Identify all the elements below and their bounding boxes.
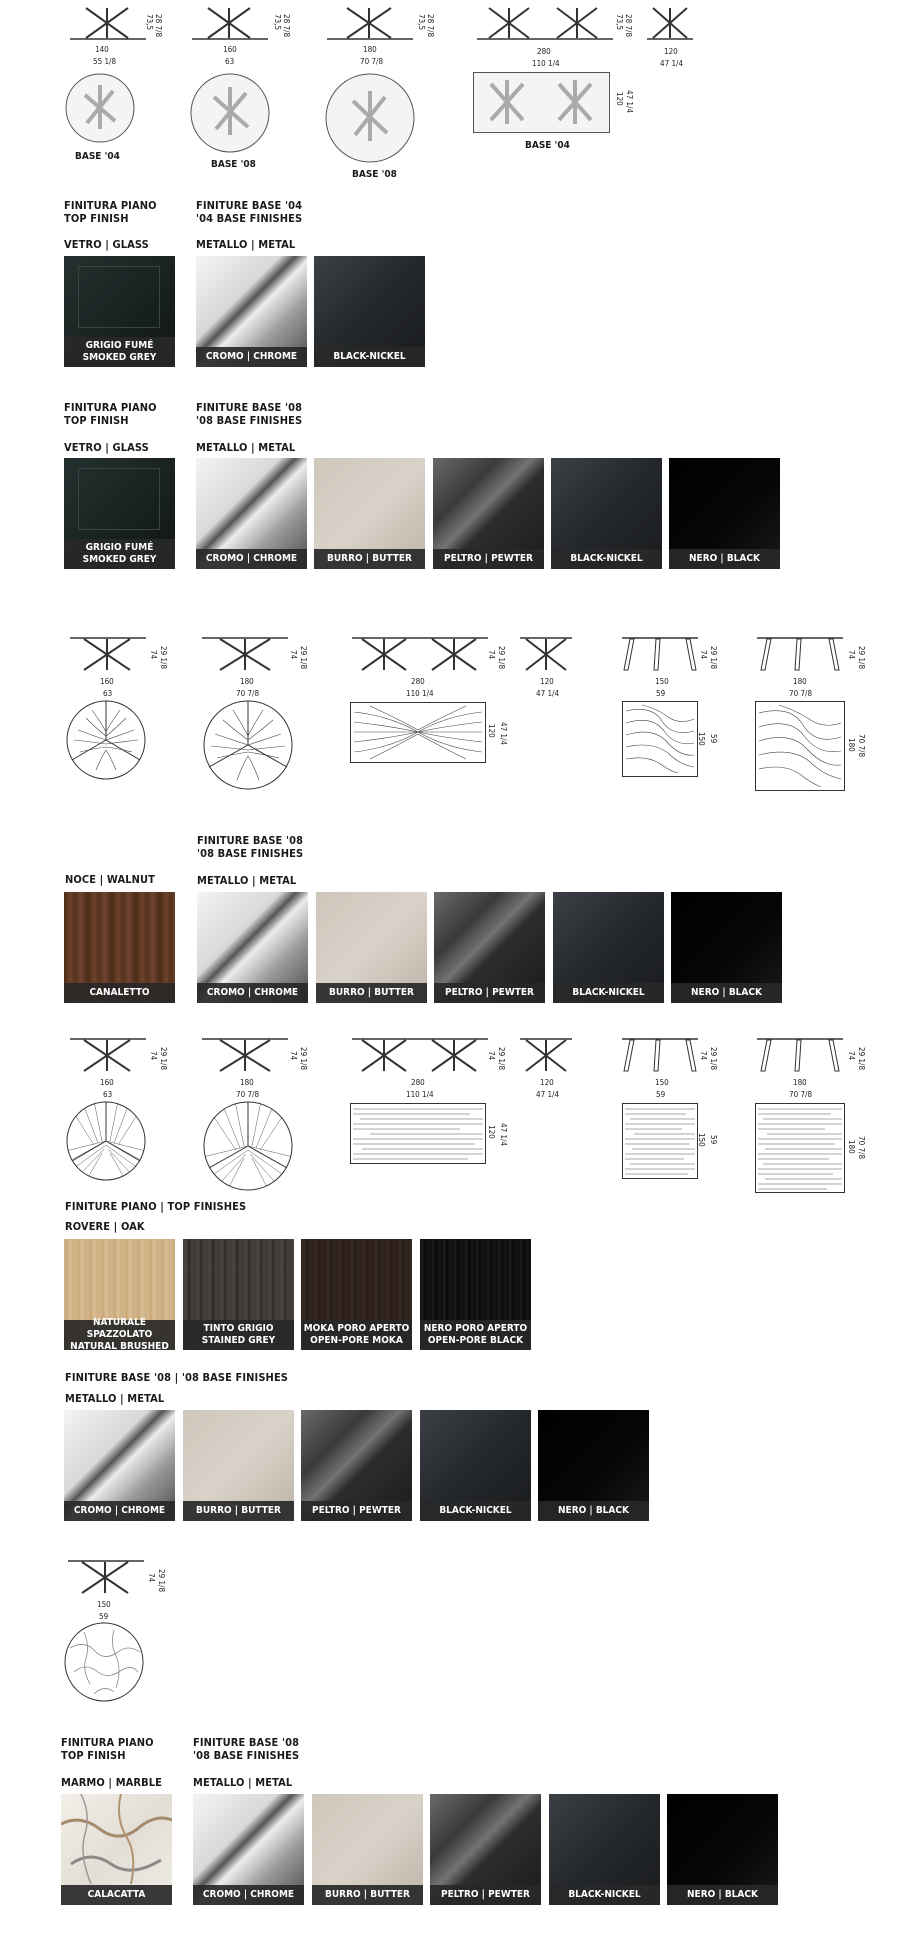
marble-top-title-it: FINITURA PIANO: [61, 1736, 154, 1749]
swatch-butter[interactable]: [312, 1794, 423, 1905]
dim-150-m: 150: [97, 1600, 111, 1609]
dim-47-wv: 47 1/4: [499, 722, 508, 746]
swatch-smoked-grey[interactable]: [64, 256, 175, 367]
dim-29-o4: 29 1/8: [709, 1047, 718, 1071]
swatch-label: CANALETTO: [64, 983, 175, 1003]
dim-70-w: 70 7/8: [236, 689, 260, 698]
dim-74-w2: 74: [289, 650, 298, 660]
swatch-black-nickel[interactable]: [551, 458, 662, 569]
swatch-label: PELTRO | PEWTER: [434, 983, 545, 1003]
dim-70-wv: 70 7/8: [857, 734, 866, 758]
dim-59-ov: 59: [709, 1135, 718, 1145]
dim-47: 47 1/4: [660, 59, 684, 68]
swatch-pewter[interactable]: [434, 892, 545, 1003]
dim-47-o: 47 1/4: [536, 1090, 560, 1099]
swatch-label: BURRO | BUTTER: [312, 1885, 423, 1905]
dim-140: 140: [95, 45, 109, 54]
dim-47-ov: 47 1/4: [499, 1123, 508, 1147]
swatch-black[interactable]: [671, 892, 782, 1003]
dim-150-ov: 150: [697, 1133, 706, 1147]
swatch-label: BLACK-NICKEL: [420, 1501, 531, 1521]
dim-160-w: 160: [100, 677, 114, 686]
dim-63-w: 63: [103, 689, 113, 698]
dim-29-o3: 29 1/8: [497, 1047, 506, 1071]
base-material-2: METALLO | METAL: [196, 441, 296, 454]
swatch-pewter[interactable]: [301, 1410, 412, 1521]
swatch-label: CROMO | CHROME: [193, 1885, 304, 1905]
dim-74-o3: 74: [487, 1051, 496, 1061]
swatch-chrome[interactable]: [193, 1794, 304, 1905]
swatch-label: NATURALE SPAZZOLATO NATURAL BRUSHED: [64, 1320, 175, 1350]
swatch-label: CROMO | CHROME: [196, 347, 307, 367]
swatch-chrome[interactable]: [196, 458, 307, 569]
dim-59-w: 59: [656, 689, 666, 698]
base-finish-title-it: FINITURE BASE '04: [196, 199, 303, 212]
top-finish-title-it: FINITURA PIANO: [64, 199, 157, 212]
swatch-butter[interactable]: [316, 892, 427, 1003]
swatch-pewter[interactable]: [433, 458, 544, 569]
dim-29-o5: 29 1/8: [857, 1047, 866, 1071]
top-material-2: VETRO | GLASS: [64, 441, 149, 454]
plan-square-walnut-180: [755, 701, 845, 791]
swatch-label: BLACK-NICKEL: [549, 1885, 660, 1905]
dim-59-o: 59: [656, 1090, 666, 1099]
elevation-180-o: [200, 1037, 290, 1073]
swatch-stained-grey[interactable]: [183, 1239, 294, 1350]
dim-29-o2: 29 1/8: [299, 1047, 308, 1071]
swatch-smoked-grey[interactable]: [64, 458, 175, 569]
dim-280-w: 280: [411, 677, 425, 686]
dim-28: 28 7/8: [154, 14, 163, 38]
marble-top-material: MARMO | MARBLE: [61, 1776, 163, 1789]
elevation-280-o: [350, 1037, 490, 1073]
oak-base-title: FINITURE BASE '08 | '08 BASE FINISHES: [65, 1371, 289, 1384]
dim-29-w4: 29 1/8: [709, 646, 718, 670]
dim-59-m: 59: [99, 1612, 109, 1621]
plan-round-walnut-160: [66, 700, 146, 780]
elevation-120-w: [518, 636, 574, 672]
elevation-180-w: [200, 636, 290, 672]
dim-74-o2: 74: [289, 1051, 298, 1061]
glass-reflection: [78, 468, 160, 530]
base08-caption-2: BASE '08: [352, 169, 397, 180]
dim-70: 70 7/8: [360, 57, 384, 66]
dim-28c: 28 7/8: [426, 14, 435, 38]
dim-120-v: 120: [615, 92, 624, 106]
dim-59-wv: 59: [709, 734, 718, 744]
plan-round-180: [325, 73, 415, 163]
dim-73-5: 73,5: [145, 14, 154, 31]
dim-70-o: 70 7/8: [236, 1090, 260, 1099]
elevation-160-o: [68, 1037, 148, 1073]
dim-120: 120: [664, 47, 678, 56]
dim-47-w: 47 1/4: [536, 689, 560, 698]
swatch-label: BURRO | BUTTER: [183, 1501, 294, 1521]
swatch-label: PELTRO | PEWTER: [433, 549, 544, 569]
marble-base-title-en: '08 BASE FINISHES: [193, 1749, 300, 1762]
elevation-160-w: [68, 636, 148, 672]
swatch-label: BURRO | BUTTER: [314, 549, 425, 569]
dim-28d: 28 7/8: [624, 14, 633, 38]
dim-28b: 28 7/8: [282, 14, 291, 38]
swatch-label: PELTRO | PEWTER: [430, 1885, 541, 1905]
dim-74-w3: 74: [487, 650, 496, 660]
swatch-open-pore-moka[interactable]: [301, 1239, 412, 1350]
swatch-black[interactable]: [669, 458, 780, 569]
base08-caption-1: BASE '08: [211, 159, 256, 170]
swatch-label: CROMO | CHROME: [64, 1501, 175, 1521]
dim-280-o: 280: [411, 1078, 425, 1087]
elevation-120-side: [645, 6, 695, 46]
dim-73-5c: 73,5: [417, 14, 426, 31]
dim-29-o1: 29 1/8: [159, 1047, 168, 1071]
base-finish-title-en-2: '08 BASE FINISHES: [196, 414, 303, 427]
walnut-base-material: METALLO | METAL: [197, 874, 297, 887]
dim-74-o1: 74: [149, 1051, 158, 1061]
dim-160: 160: [223, 45, 237, 54]
top-finish-title-en: TOP FINISH: [64, 212, 129, 225]
swatch-natural-brushed[interactable]: [64, 1239, 175, 1350]
swatch-label: NERO | BLACK: [538, 1501, 649, 1521]
oak-top-title: FINITURE PIANO | TOP FINISHES: [65, 1200, 247, 1213]
dim-120-wv: 120: [487, 724, 496, 738]
swatch-label: GRIGIO FUMÉ SMOKED GREY: [64, 539, 175, 569]
oak-base-material: METALLO | METAL: [65, 1392, 165, 1405]
swatch-label: NERO | BLACK: [667, 1885, 778, 1905]
elevation-150-trestle-o: [620, 1037, 700, 1073]
dim-180-ov: 180: [847, 1140, 856, 1154]
base04-caption-2: BASE '04: [525, 140, 570, 151]
swatch-label: NERO | BLACK: [671, 983, 782, 1003]
dim-73-5d: 73,5: [615, 14, 624, 31]
swatch-pewter[interactable]: [430, 1794, 541, 1905]
dim-160-o: 160: [100, 1078, 114, 1087]
plan-square-oak-180: [755, 1103, 845, 1193]
swatch-label: BLACK-NICKEL: [553, 983, 664, 1003]
swatch-chrome[interactable]: [64, 1410, 175, 1521]
dim-29-w2: 29 1/8: [299, 646, 308, 670]
elevation-180: [325, 6, 415, 46]
swatch-label: NERO PORO APERTO OPEN-PORE BLACK: [420, 1320, 531, 1350]
dim-180-o: 180: [240, 1078, 254, 1087]
plan-square-walnut-150: [622, 701, 698, 777]
marble-base-material: METALLO | METAL: [193, 1776, 293, 1789]
dim-180: 180: [363, 45, 377, 54]
glass-reflection: [78, 266, 160, 328]
dim-70-wt: 70 7/8: [789, 689, 813, 698]
elevation-150-m: [66, 1559, 146, 1595]
swatch-black[interactable]: [538, 1410, 649, 1521]
swatch-label: BLACK-NICKEL: [551, 549, 662, 569]
elevation-160: [190, 6, 270, 46]
plan-round-140: [65, 73, 135, 143]
top-finish-title-en-2: TOP FINISH: [64, 414, 129, 427]
swatch-label: GRIGIO FUMÉ SMOKED GREY: [64, 337, 175, 367]
top-finish-title-it-2: FINITURA PIANO: [64, 401, 157, 414]
marble-base-title-it: FINITURE BASE '08: [193, 1736, 300, 1749]
dim-70-ov: 70 7/8: [857, 1136, 866, 1160]
swatch-black-nickel[interactable]: [314, 256, 425, 367]
plan-round-marble: [64, 1622, 144, 1702]
dim-70-ot: 70 7/8: [789, 1090, 813, 1099]
swatch-calacatta[interactable]: [61, 1794, 172, 1905]
elevation-280: [475, 6, 615, 46]
swatch-label: MOKA PORO APERTO OPEN-PORE MOKA: [301, 1320, 412, 1350]
dim-110-o: 110 1/4: [406, 1090, 434, 1099]
swatch-black-nickel[interactable]: [549, 1794, 660, 1905]
dim-55: 55 1/8: [93, 57, 117, 66]
dim-150-o: 150: [655, 1078, 669, 1087]
base-finish-title-en: '04 BASE FINISHES: [196, 212, 303, 225]
swatch-label: CROMO | CHROME: [197, 983, 308, 1003]
dim-180-wt: 180: [793, 677, 807, 686]
plan-square-oak-150: [622, 1103, 698, 1179]
dim-120-w: 120: [540, 677, 554, 686]
swatch-black-nickel[interactable]: [553, 892, 664, 1003]
dim-74-w5: 74: [847, 650, 856, 660]
dim-74-w4: 74: [699, 650, 708, 660]
dim-110: 110 1/4: [532, 59, 560, 68]
dim-180-w: 180: [240, 677, 254, 686]
dim-280: 280: [537, 47, 551, 56]
dim-29-m: 29 1/8: [157, 1569, 166, 1593]
plan-round-oak-160: [66, 1101, 146, 1181]
walnut-base-title-it: FINITURE BASE '08: [197, 834, 304, 847]
dim-120-ov: 120: [487, 1125, 496, 1139]
swatch-label: TINTO GRIGIO STAINED GREY: [183, 1320, 294, 1350]
swatch-label: NERO | BLACK: [669, 549, 780, 569]
dim-74-m: 74: [147, 1573, 156, 1583]
swatch-butter[interactable]: [183, 1410, 294, 1521]
dim-110-w: 110 1/4: [406, 689, 434, 698]
dim-63-o: 63: [103, 1090, 113, 1099]
marble-top-title-en: TOP FINISH: [61, 1749, 126, 1762]
plan-round-oak-180: [203, 1101, 293, 1191]
dim-74-o4: 74: [699, 1051, 708, 1061]
dim-47-v: 47 1/4: [625, 90, 634, 114]
swatch-label: PELTRO | PEWTER: [301, 1501, 412, 1521]
elevation-150-trestle: [620, 636, 700, 672]
plan-rect-walnut-280: [350, 702, 486, 763]
plan-round-walnut-180: [203, 700, 293, 790]
top-material: VETRO | GLASS: [64, 238, 149, 251]
swatch-label: BLACK-NICKEL: [314, 347, 425, 367]
plan-rect-280: [473, 72, 610, 133]
swatch-black-nickel[interactable]: [420, 1410, 531, 1521]
elevation-180-trestle: [755, 636, 845, 672]
dim-63: 63: [225, 57, 235, 66]
walnut-base-title-en: '08 BASE FINISHES: [197, 847, 304, 860]
swatch-label: CALACATTA: [61, 1885, 172, 1905]
swatch-chrome[interactable]: [196, 256, 307, 367]
elevation-280-w: [350, 636, 490, 672]
dim-74-w1: 74: [149, 650, 158, 660]
elevation-180-trestle-o: [755, 1037, 845, 1073]
swatch-canaletto[interactable]: [64, 892, 175, 1003]
dim-73-5b: 73,5: [273, 14, 282, 31]
swatch-black[interactable]: [667, 1794, 778, 1905]
dim-29-w5: 29 1/8: [857, 646, 866, 670]
elevation-120-o: [518, 1037, 574, 1073]
plan-rect-oak-280: [350, 1103, 486, 1164]
swatch-chrome[interactable]: [197, 892, 308, 1003]
dim-29-w1: 29 1/8: [159, 646, 168, 670]
oak-top-material: ROVERE | OAK: [65, 1220, 145, 1233]
base-material: METALLO | METAL: [196, 238, 296, 251]
elevation-140: [68, 6, 148, 46]
base-finish-title-it-2: FINITURE BASE '08: [196, 401, 303, 414]
dim-29-w3: 29 1/8: [497, 646, 506, 670]
dim-180-wv: 180: [847, 738, 856, 752]
swatch-label: CROMO | CHROME: [196, 549, 307, 569]
walnut-top-material: NOCE | WALNUT: [65, 873, 155, 886]
dim-120-o: 120: [540, 1078, 554, 1087]
plan-round-160: [190, 73, 270, 153]
dim-74-o5: 74: [847, 1051, 856, 1061]
base04-caption: BASE '04: [75, 151, 120, 162]
swatch-label: BURRO | BUTTER: [316, 983, 427, 1003]
dim-150-wv: 150: [697, 732, 706, 746]
swatch-open-pore-black[interactable]: [420, 1239, 531, 1350]
swatch-butter[interactable]: [314, 458, 425, 569]
dim-180-ot: 180: [793, 1078, 807, 1087]
dim-150-w: 150: [655, 677, 669, 686]
